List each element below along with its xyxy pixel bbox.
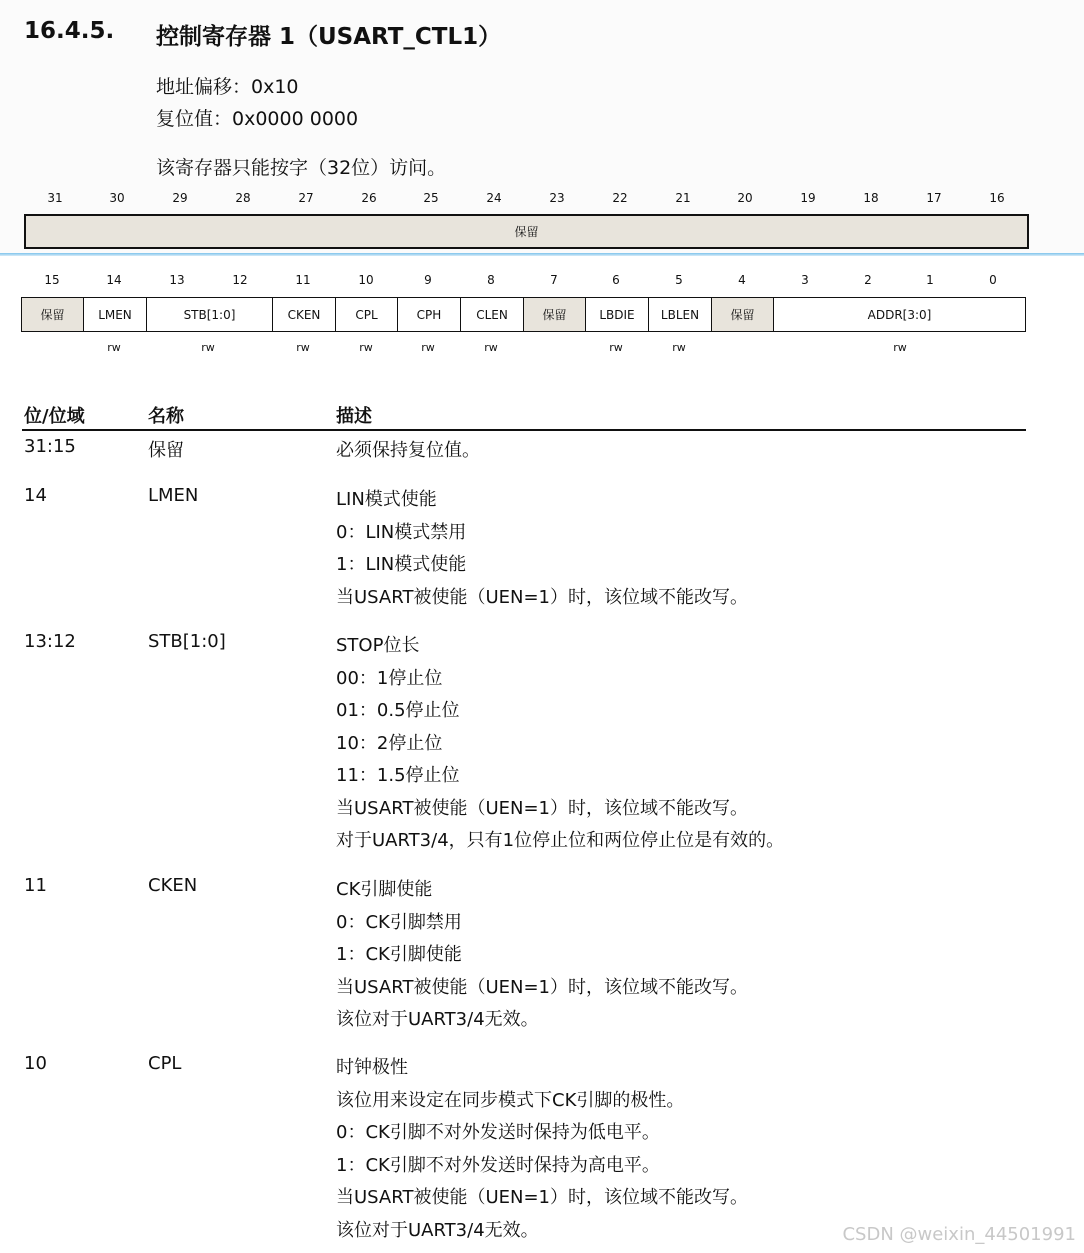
header-description: 描述 bbox=[336, 406, 372, 427]
description-line: 该位用来设定在同步模式下CK引脚的极性。 bbox=[336, 1089, 685, 1111]
rw-label: rw bbox=[296, 341, 310, 354]
row-description bbox=[336, 485, 748, 615]
bit-number: 9 bbox=[424, 273, 432, 287]
description-line: 当USART被使能（UEN=1）时，该位域不能改写。 bbox=[336, 976, 748, 998]
rw-label: rw bbox=[359, 341, 373, 354]
description-line: 0：CK引脚禁用 bbox=[336, 911, 462, 933]
description-line: 当USART被使能（UEN=1）时，该位域不能改写。 bbox=[336, 797, 748, 819]
row-description bbox=[336, 1053, 748, 1248]
bit-number: 16 bbox=[989, 191, 1005, 205]
description-line: CK引脚使能 bbox=[336, 879, 433, 900]
rw-label: rw bbox=[893, 341, 907, 354]
row-description bbox=[336, 436, 480, 469]
bit-number: 19 bbox=[800, 191, 816, 205]
header-name: 名称 bbox=[148, 406, 184, 427]
rw-label: rw bbox=[672, 341, 686, 354]
bit-number: 3 bbox=[801, 273, 809, 287]
reserved-field: 保留 bbox=[712, 298, 774, 331]
field-clen: CLEN bbox=[461, 298, 524, 331]
bit-number: 5 bbox=[675, 273, 683, 287]
rw-label: rw bbox=[201, 341, 215, 354]
bit-number: 30 bbox=[109, 191, 125, 205]
section-title: 控制寄存器 1（USART_CTL1） bbox=[156, 24, 502, 50]
rw-label: rw bbox=[609, 341, 623, 354]
access-row bbox=[0, 341, 1084, 355]
bit-number: 26 bbox=[361, 191, 377, 205]
row-bits: 14 bbox=[24, 485, 47, 506]
bit-number: 31 bbox=[47, 191, 63, 205]
field-lmen: LMEN bbox=[84, 298, 147, 331]
description-line: STOP位长 bbox=[336, 635, 420, 656]
bit-number: 15 bbox=[44, 273, 60, 287]
row-name: STB[1:0] bbox=[148, 631, 226, 652]
reserved-field: 保留 bbox=[524, 298, 586, 331]
row-description bbox=[336, 875, 748, 1038]
row-name: CPL bbox=[148, 1053, 182, 1074]
field-cken: CKEN bbox=[273, 298, 336, 331]
description-line: 对于UART3/4，只有1位停止位和两位停止位是有效的。 bbox=[336, 830, 785, 851]
description-line: 1：CK引脚不对外发送时保持为高电平。 bbox=[336, 1154, 660, 1176]
description-line: 10：2停止位 bbox=[336, 732, 443, 754]
rw-label: rw bbox=[484, 341, 498, 354]
description-line: 0：CK引脚不对外发送时保持为低电平。 bbox=[336, 1122, 660, 1143]
bit-number: 2 bbox=[864, 273, 872, 287]
description-line: 1：LIN模式使能 bbox=[336, 554, 467, 575]
lower-register bbox=[21, 297, 1026, 332]
description-line: 当USART被使能（UEN=1）时，该位域不能改写。 bbox=[336, 1187, 748, 1208]
bit-number: 8 bbox=[487, 273, 495, 287]
bit-number: 12 bbox=[232, 273, 248, 287]
row-name: CKEN bbox=[148, 875, 198, 896]
description-line: 1：CK引脚使能 bbox=[336, 944, 462, 965]
row-name: LMEN bbox=[148, 485, 199, 506]
bit-number: 27 bbox=[298, 191, 314, 205]
description-line: 01：0.5停止位 bbox=[336, 700, 460, 721]
field-addr: ADDR[3:0] bbox=[867, 307, 932, 322]
bit-number: 25 bbox=[423, 191, 439, 205]
bit-number: 6 bbox=[612, 273, 620, 287]
bit-number: 17 bbox=[926, 191, 942, 205]
header-divider bbox=[0, 253, 1084, 256]
bit-number: 24 bbox=[486, 191, 502, 205]
bit-number: 18 bbox=[863, 191, 879, 205]
bit-number: 13 bbox=[169, 273, 185, 287]
row-bits: 13:12 bbox=[24, 631, 76, 652]
section-number: 16.4.5. bbox=[24, 18, 115, 44]
field-lblen: LBLEN bbox=[649, 298, 712, 331]
description-line: 该位对于UART3/4无效。 bbox=[336, 1219, 539, 1241]
rw-label: rw bbox=[421, 341, 435, 354]
description-line: LIN模式使能 bbox=[336, 489, 437, 510]
field-cpl: CPL bbox=[336, 298, 398, 331]
description-line: 当USART被使能（UEN=1）时，该位域不能改写。 bbox=[336, 586, 748, 608]
bit-number: 10 bbox=[358, 273, 374, 287]
field-lbdie: LBDIE bbox=[586, 298, 649, 331]
bit-number: 0 bbox=[989, 273, 997, 287]
bit-number: 7 bbox=[550, 273, 558, 287]
reserved-field: 保留 bbox=[22, 298, 84, 331]
lower-bit-numbers bbox=[0, 273, 1084, 289]
description-line: 该位对于UART3/4无效。 bbox=[336, 1009, 539, 1030]
upper-register bbox=[24, 214, 1029, 249]
bit-number: 21 bbox=[675, 191, 691, 205]
bit-number: 4 bbox=[738, 273, 746, 287]
bit-number: 20 bbox=[737, 191, 753, 205]
upper-bit-numbers bbox=[0, 191, 1084, 207]
bit-number: 22 bbox=[612, 191, 628, 205]
field-stb: STB[1:0] bbox=[147, 298, 273, 331]
row-bits: 10 bbox=[24, 1053, 47, 1074]
access-note: 该寄存器只能按字（32位）访问。 bbox=[156, 157, 447, 179]
bit-number: 14 bbox=[106, 273, 122, 287]
field-cph: CPH bbox=[398, 298, 461, 331]
bit-number: 1 bbox=[926, 273, 934, 287]
watermark: CSDN @weixin_44501991 bbox=[842, 1224, 1076, 1245]
bit-number: 11 bbox=[295, 273, 311, 287]
description-line: 11：1.5停止位 bbox=[336, 765, 460, 786]
header-bits: 位/位域 bbox=[24, 406, 85, 427]
bit-number: 23 bbox=[549, 191, 565, 205]
row-bits: 31:15 bbox=[24, 436, 76, 457]
description-line: 时钟极性 bbox=[336, 1057, 408, 1078]
row-description bbox=[336, 631, 784, 859]
header-rule bbox=[22, 429, 1026, 431]
bit-number: 28 bbox=[235, 191, 251, 205]
address-offset: 地址偏移：0x10 bbox=[156, 76, 299, 98]
description-line: 00：1停止位 bbox=[336, 667, 443, 689]
row-bits: 11 bbox=[24, 875, 47, 896]
description-line: 0：LIN模式禁用 bbox=[336, 521, 467, 543]
reset-value: 复位值：0x0000 0000 bbox=[156, 108, 359, 130]
bit-number: 29 bbox=[172, 191, 188, 205]
rw-label: rw bbox=[107, 341, 121, 354]
row-name: 保留 bbox=[148, 440, 184, 461]
description-line: 必须保持复位值。 bbox=[336, 440, 480, 461]
reserved-field: 保留 bbox=[514, 225, 539, 239]
